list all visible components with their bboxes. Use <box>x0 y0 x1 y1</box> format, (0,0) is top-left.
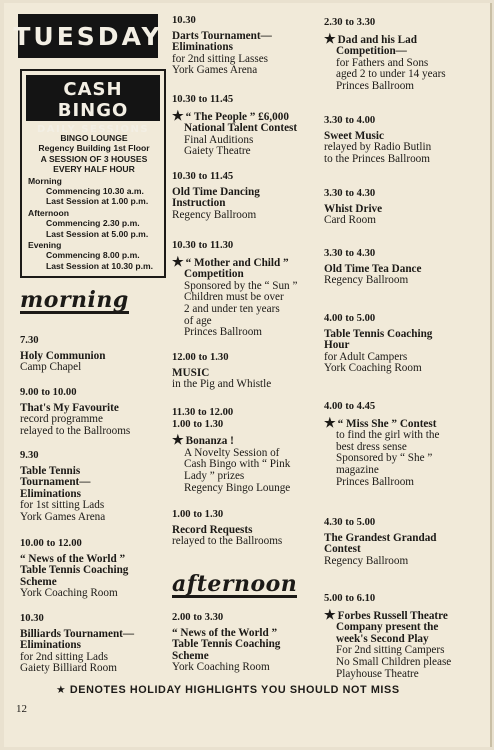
event-name: “ Miss She ” Contest <box>337 417 437 430</box>
event-entry <box>20 450 105 524</box>
event-name: Tournament— <box>20 476 91 489</box>
event-name: Billiards Tournament— <box>20 627 135 640</box>
bingo-session-name: Afternoon <box>28 207 70 218</box>
event-description: for 2nd sitting Lads <box>20 650 108 663</box>
highlights-key: ★ DENOTES HOLIDAY HIGHLIGHTS YOU SHOULD NOT MISS <box>56 684 400 696</box>
event-entry <box>324 115 431 165</box>
event-description: Gaiety Theatre <box>184 145 251 158</box>
event-name: Company present the <box>336 621 439 634</box>
event-entry <box>324 593 451 680</box>
bingo-session-name: Evening <box>28 240 62 251</box>
cash-bingo-details <box>22 125 164 271</box>
event-description: York Games Arena <box>20 510 106 523</box>
event-description: Children must be over <box>184 291 284 304</box>
event-description: Regency Ballroom <box>324 274 409 287</box>
cash-bingo-box <box>20 69 166 278</box>
event-entry <box>172 171 260 221</box>
event-name: MUSIC <box>172 366 210 379</box>
event-name: “ News of the World ” <box>172 626 278 639</box>
bingo-line: BINGO LOUNGE <box>60 133 128 143</box>
event-description: Lady ” prizes <box>184 469 245 482</box>
event-entry <box>172 509 282 548</box>
event-name: “ Mother and Child ” <box>185 256 289 269</box>
event-description: magazine <box>336 463 379 476</box>
event-description: relayed by Radio Butlin <box>324 141 432 154</box>
event-time: 4.00 to 4.45 <box>324 401 376 412</box>
event-description: for 2nd sitting Lasses <box>172 52 269 65</box>
event-name: Eliminations <box>20 639 81 652</box>
event-entry <box>20 613 134 675</box>
star-icon: ★ <box>172 432 184 448</box>
event-name: “ The People ” £6,000 <box>185 110 289 123</box>
event-entry <box>324 517 437 567</box>
event-name: Record Requests <box>172 523 253 536</box>
event-entry <box>20 387 130 437</box>
day-banner: TUESDAY <box>18 14 158 58</box>
bingo-line: Regency Building 1st Floor <box>38 143 150 154</box>
event-time: 10.30 to 11.30 <box>172 240 234 251</box>
page-number: 12 <box>16 703 27 715</box>
event-name: Eliminations <box>20 487 81 500</box>
event-name: Table Tennis Coaching <box>20 564 129 577</box>
event-time: 3.30 to 4.30 <box>324 188 376 199</box>
event-entry <box>172 612 280 674</box>
event-time: 4.00 to 5.00 <box>324 313 376 324</box>
event-name: Darts Tournament— <box>172 29 272 42</box>
event-entry <box>324 313 432 375</box>
event-time: 11.30 to 12.00 <box>172 407 234 418</box>
event-description: York Coaching Room <box>172 661 270 674</box>
event-entry <box>324 401 439 488</box>
event-name: Contest <box>324 543 361 556</box>
event-description: Final Auditions <box>184 133 254 146</box>
event-description: Camp Chapel <box>20 361 82 374</box>
event-description: 2 and under ten years <box>184 302 280 315</box>
event-name: The Grandest Grandad <box>324 531 437 544</box>
event-description: Princes Ballroom <box>184 326 262 339</box>
bingo-line: EVERY HALF HOUR <box>53 164 135 175</box>
event-time: 5.00 to 6.10 <box>324 593 376 604</box>
cash-bingo-subtitle: DAILY SESSIONS <box>36 124 150 135</box>
event-name: Old Time Dancing <box>172 185 260 198</box>
bingo-session-name: Morning <box>28 175 62 186</box>
event-entry <box>324 188 382 227</box>
bingo-session-last: Last Session at 5.00 p.m. <box>46 228 149 239</box>
event-entry <box>172 240 297 339</box>
event-name: National Talent Contest <box>184 122 298 135</box>
event-time: 3.30 to 4.30 <box>324 248 376 259</box>
event-description: to find the girl with the <box>336 429 440 442</box>
section-heading-afternoon: afternoon <box>172 571 298 597</box>
event-description: No Small Children please <box>336 655 452 668</box>
event-description: best dress sense <box>336 440 407 453</box>
event-time: 10.00 to 12.00 <box>20 538 82 549</box>
event-description: Cash Bingo with “ Pink <box>184 458 291 471</box>
event-time: 4.30 to 5.00 <box>324 517 376 528</box>
event-name: Scheme <box>20 575 57 588</box>
event-entry <box>324 248 422 287</box>
event-description: for 1st sitting Lads <box>20 499 105 512</box>
event-time: 2.00 to 3.30 <box>172 612 224 623</box>
programme-page <box>4 3 492 747</box>
bingo-session-last: Last Session at 1.00 p.m. <box>46 196 149 207</box>
event-name: Forbes Russell Theatre <box>337 609 448 622</box>
event-name: Instruction <box>172 197 226 210</box>
event-name: week's Second Play <box>336 632 429 645</box>
bingo-session-last: Last Session at 10.30 p.m. <box>46 260 153 271</box>
event-description: A Novelty Session of <box>184 446 280 459</box>
event-time: 10.30 to 11.45 <box>172 94 234 105</box>
section-heading-morning: morning <box>20 287 129 313</box>
event-name: Old Time Tea Dance <box>324 262 422 275</box>
event-entry <box>324 17 446 93</box>
event-time: 10.30 <box>172 15 196 26</box>
event-name: Competition <box>184 268 244 281</box>
event-description: relayed to the Ballrooms <box>172 535 283 548</box>
event-time: 9.30 <box>20 450 39 461</box>
event-entry <box>172 407 290 494</box>
event-time: 10.30 to 11.45 <box>172 171 234 182</box>
bingo-session-start: Commencing 10.30 a.m. <box>46 186 144 197</box>
event-description: Regency Ballroom <box>172 208 257 221</box>
cash-bingo-title: CASH BINGO <box>57 79 129 121</box>
star-icon: ★ <box>324 606 336 622</box>
event-name: Dad and his Lad <box>337 33 417 46</box>
event-time: 10.30 <box>20 613 44 624</box>
event-description: for Fathers and Sons <box>336 56 429 69</box>
event-name: Table Tennis Coaching <box>172 638 281 651</box>
event-description: in the Pig and Whistle <box>172 378 272 391</box>
event-description: Regency Ballroom <box>324 554 409 567</box>
event-name: Competition— <box>336 45 407 58</box>
event-name: Bonanza ! <box>185 435 234 448</box>
event-description: aged 2 to under 14 years <box>336 68 446 81</box>
event-description: Playhouse Theatre <box>336 667 419 680</box>
event-entry <box>172 352 271 391</box>
bingo-session-start: Commencing 2.30 p.m. <box>46 218 140 229</box>
event-name: Eliminations <box>172 41 233 54</box>
event-name: That's My Favourite <box>20 401 119 414</box>
event-time: 7.30 <box>20 335 39 346</box>
event-description: Gaiety Billiard Room <box>20 662 117 675</box>
event-name: Hour <box>324 339 350 352</box>
event-description: of age <box>184 314 212 327</box>
star-icon: ★ <box>324 30 336 46</box>
cash-bingo-header <box>26 75 160 135</box>
event-description: to the Princes Ballroom <box>324 152 430 165</box>
event-name: “ News of the World ” <box>20 552 126 565</box>
event-entry <box>172 15 272 77</box>
event-name: Table Tennis Coaching <box>324 327 433 340</box>
event-description: Princes Ballroom <box>336 475 414 488</box>
event-entry <box>172 94 297 158</box>
event-name: Scheme <box>172 649 209 662</box>
event-description: for Adult Campers <box>324 350 408 363</box>
star-icon: ★ <box>324 414 336 430</box>
event-name: Holy Communion <box>20 349 106 362</box>
event-description: York Coaching Room <box>324 362 422 375</box>
event-description: Sponsored by the “ Sun ” <box>184 279 298 292</box>
event-time: 12.00 to 1.30 <box>172 352 229 363</box>
event-description: Princes Ballroom <box>336 79 414 92</box>
event-entry <box>20 335 105 374</box>
star-icon: ★ <box>172 107 184 123</box>
event-description: relayed to the Ballrooms <box>20 424 131 437</box>
event-description: Sponsored by “ She ” <box>336 452 433 465</box>
event-time: 9.00 to 10.00 <box>20 387 77 398</box>
event-entry <box>20 538 128 600</box>
event-description: York Coaching Room <box>20 587 118 600</box>
event-time: 1.00 to 1.30 <box>172 418 224 430</box>
event-time: 3.30 to 4.00 <box>324 115 376 126</box>
event-name: Sweet Music <box>324 129 384 142</box>
event-name: Whist Drive <box>324 202 383 215</box>
event-description: Card Room <box>324 214 376 227</box>
bingo-line: A SESSION OF 3 HOUSES <box>40 153 148 164</box>
event-description: Regency Bingo Lounge <box>184 481 291 494</box>
event-time: 2.30 to 3.30 <box>324 17 376 28</box>
event-time: 1.00 to 1.30 <box>172 509 224 520</box>
star-icon: ★ <box>172 253 184 269</box>
event-name: Table Tennis <box>20 464 81 477</box>
event-description: York Games Arena <box>172 64 258 77</box>
event-description: For 2nd sitting Campers <box>336 644 445 657</box>
event-description: record programme <box>20 413 103 426</box>
bingo-session-start: Commencing 8.00 p.m. <box>46 250 140 261</box>
